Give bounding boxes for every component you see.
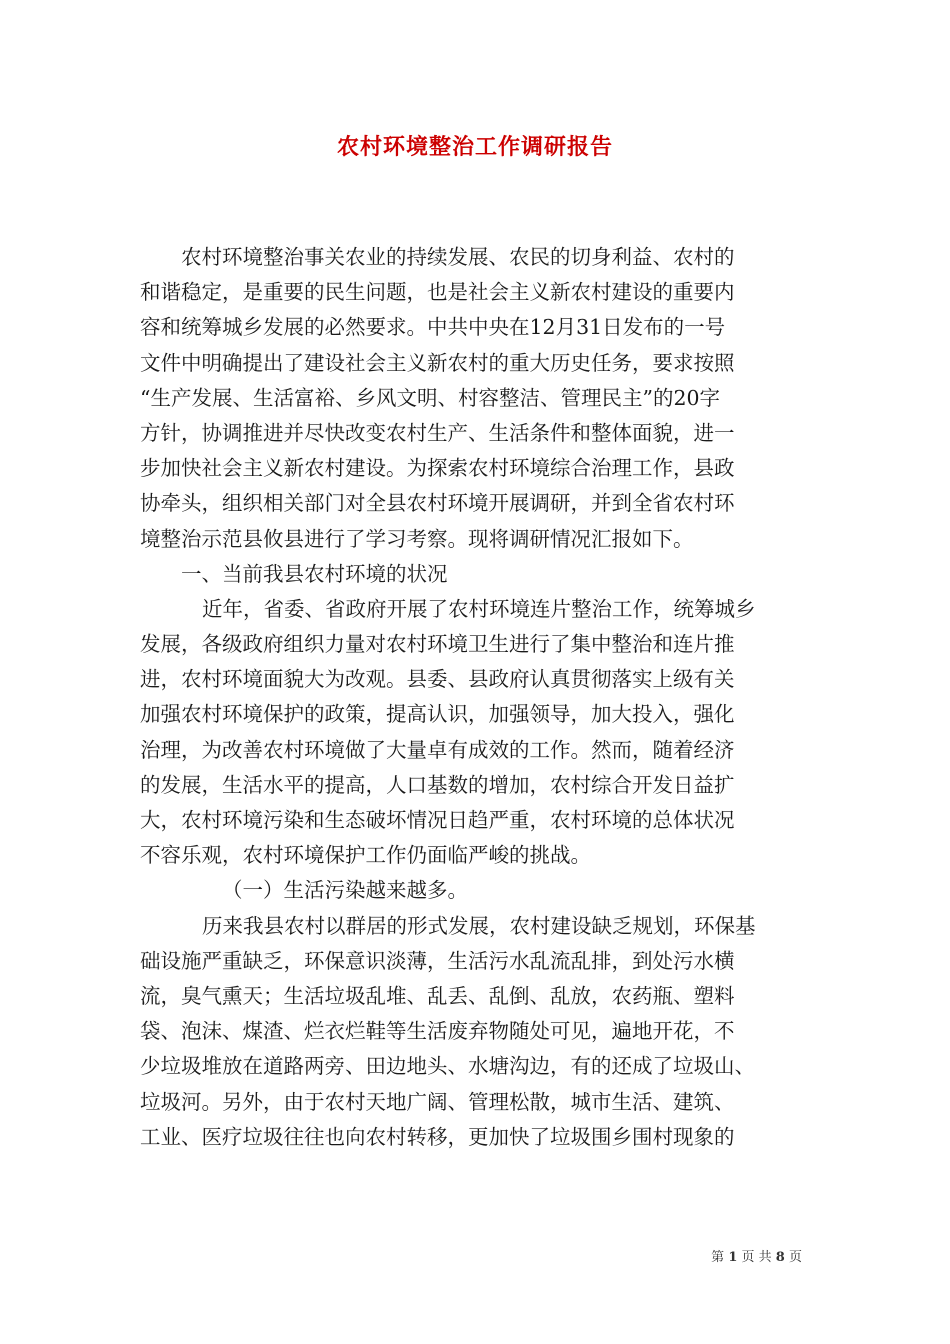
text-line: 础设施严重缺乏，环保意识淡薄，生活污水乱流乱排，到处污水横 [140,948,735,973]
text-line: 协牵头，组织相关部门对全县农村环境开展调研，并到全省农村环 [140,491,735,516]
text-line: 容和统筹城乡发展的必然要求。中共中央在12月31日发布的一号 [140,315,726,340]
footer-middle: 页 共 [741,1250,772,1265]
text-line: 的发展，生活水平的提高，人口基数的增加，农村综合开发日益扩 [140,772,735,797]
text-line: 不容乐观，农村环境保护工作仍面临严峻的挑战。 [140,843,591,868]
text-line: 治理，为改善农村环境做了大量卓有成效的工作。然而，随着经济 [140,737,735,762]
text-line: 流，臭气熏天；生活垃圾乱堆、乱丢、乱倒、乱放，农药瓶、塑料 [140,983,735,1008]
section-heading: 一、当前我县农村环境的状况 [181,561,448,586]
text-line: 境整治示范县攸县进行了学习考察。现将调研情况汇报如下。 [140,526,694,551]
text-line: 袋、泡沫、煤渣、烂衣烂鞋等生活废弃物随处可见，遍地开花，不 [140,1019,735,1044]
text-line: 发展，各级政府组织力量对农村环境卫生进行了集中整治和连片推 [140,632,735,657]
text-line: 方针，协调推进并尽快改变农村生产、生活条件和整体面貌，进一 [140,420,735,445]
text-line: 大，农村环境污染和生态破坏情况日趋严重，农村环境的总体状况 [140,808,735,832]
subsection-heading: （一）生活污染越来越多。 [222,878,468,903]
document-body [140,240,810,1155]
page-footer [711,1246,802,1265]
text-line: 少垃圾堆放在道路两旁、田边地头、水塘沟边，有的还成了垃圾山、 [140,1054,755,1079]
text-line: “生产发展、生活富裕、乡风文明、村容整洁、管理民主”的20字 [140,385,721,410]
text-line: 近年，省委、省政府开展了农村环境连片整治工作，统筹城乡 [202,596,756,621]
text-line: 和谐稳定，是重要的民生问题，也是社会主义新农村建设的重要内 [140,280,735,305]
text-line: 农村环境整治事关农业的持续发展、农民的切身利益、农村的 [181,245,735,269]
text-line: 工业、医疗垃圾往往也向农村转移，更加快了垃圾围乡围村现象的 [140,1124,735,1149]
current-page-number: 1 [728,1250,738,1265]
document-title: 农村环境整治工作调研报告 [336,134,613,160]
footer-prefix: 第 [711,1250,725,1265]
text-line: 历来我县农村以群居的形式发展，农村建设缺乏规划，环保基 [202,913,756,938]
footer-suffix: 页 [788,1250,802,1265]
text-line: 步加快社会主义新农村建设。为探索农村环境综合治理工作，县政 [140,456,735,481]
text-line: 进，农村环境面貌大为改观。县委、县政府认真贯彻落实上级有关 [140,667,735,692]
text-line: 加强农村环境保护的政策，提高认识，加强领导，加大投入，强化 [140,702,735,727]
text-line: 文件中明确提出了建设社会主义新农村的重大历史任务，要求按照 [140,350,735,375]
text-line: 垃圾河。另外，由于农村天地广阔、管理松散，城市生活、建筑、 [140,1089,735,1114]
total-page-count: 8 [775,1250,785,1265]
